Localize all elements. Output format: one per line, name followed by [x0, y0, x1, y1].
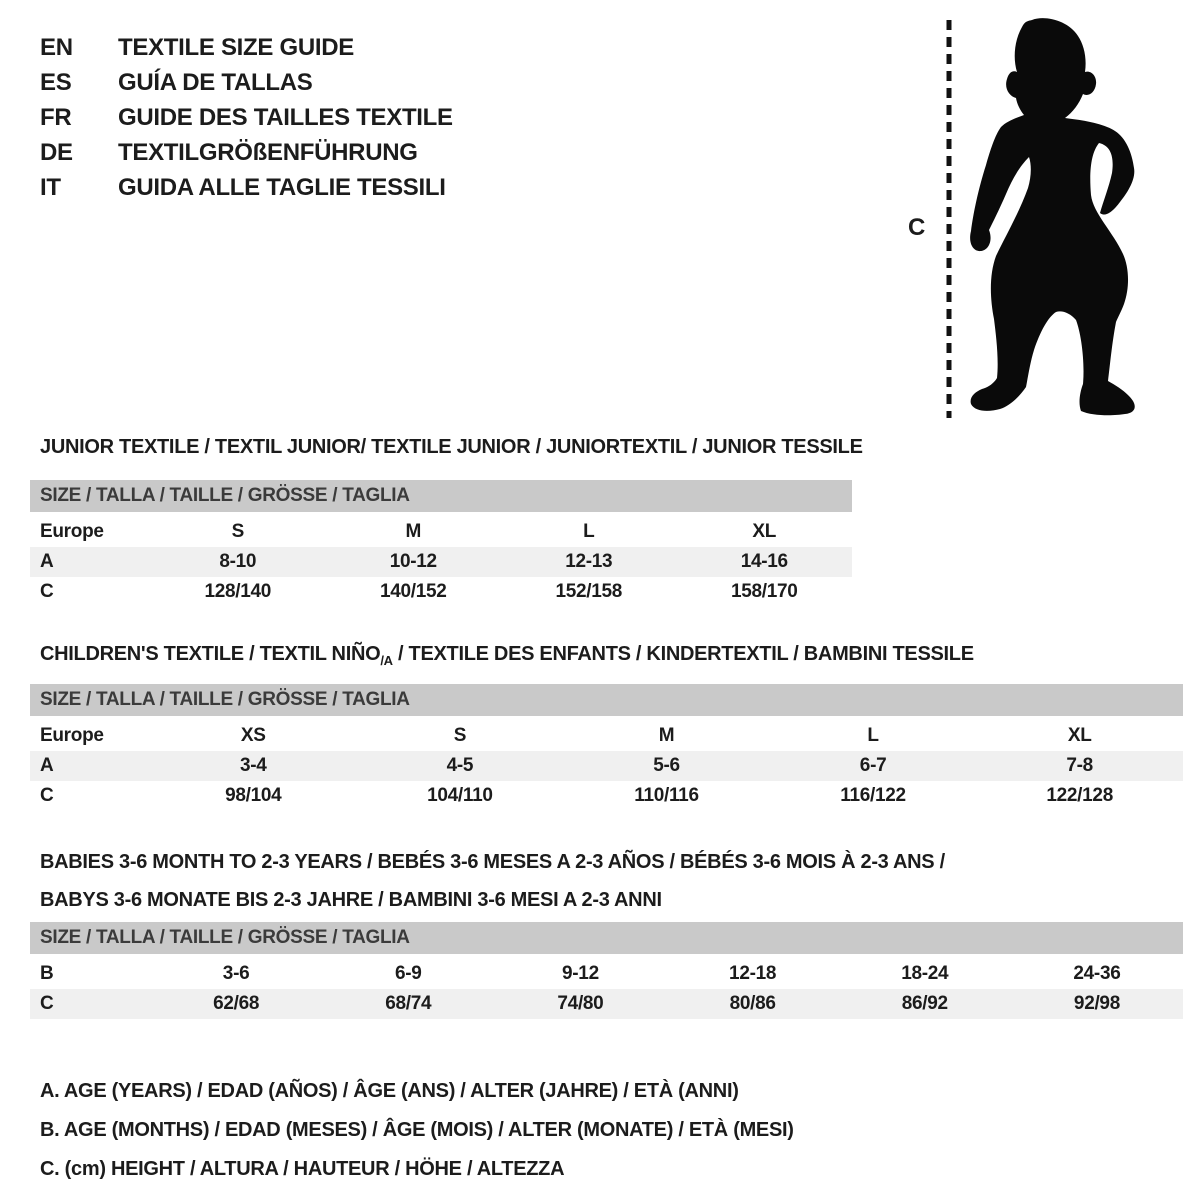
lang-title: TEXTILE SIZE GUIDE [118, 34, 354, 61]
table-row [30, 721, 1183, 751]
height-cell: 62/68 [213, 993, 260, 1014]
size-cell: M [658, 725, 675, 746]
lang-code: FR [40, 104, 72, 131]
junior-size-table [30, 480, 852, 607]
lang-title: GUIDE DES TAILLES TEXTILE [118, 104, 453, 131]
footnote-c: C. (cm) HEIGHT / ALTURA / HAUTEUR / HÖHE / ALTEZZA [40, 1158, 565, 1180]
age-cell: 4-5 [446, 755, 474, 776]
age-cell: 5-6 [653, 755, 680, 776]
row-label: Europe [40, 521, 104, 542]
lang-code: ES [40, 69, 72, 96]
row-label: Europe [40, 725, 104, 746]
size-cell: S [231, 521, 244, 542]
lang-code: IT [40, 174, 61, 201]
table-row [30, 959, 1183, 989]
children-table-header: SIZE / TALLA / TAILLE / GRÖSSE / TAGLIA [30, 684, 1183, 716]
toddler-silhouette [970, 18, 1135, 415]
age-cell: 7-8 [1066, 755, 1093, 776]
height-cell: 98/104 [225, 785, 282, 806]
height-cell: 128/140 [204, 581, 272, 602]
row-label: C [40, 993, 54, 1014]
table-row [30, 547, 852, 577]
height-cell: 122/128 [1046, 785, 1113, 806]
height-cell: 68/74 [385, 993, 432, 1014]
junior-table-header: SIZE / TALLA / TAILLE / GRÖSSE / TAGLIA [30, 480, 852, 512]
lang-row-fr [40, 100, 453, 135]
lang-code: EN [40, 34, 73, 61]
children-title-suffix: / TEXTILE DES ENFANTS / KINDERTEXTIL / BAMBINI TESSILE [392, 643, 974, 665]
age-cell: 6-7 [859, 755, 887, 776]
row-label: A [40, 755, 54, 776]
table-row [30, 577, 852, 607]
babies-section-title [40, 843, 945, 919]
lang-title: GUIDA ALLE TAGLIE TESSILI [118, 174, 446, 201]
size-cell: XL [1067, 725, 1092, 746]
language-title-block [40, 30, 453, 205]
babies-title-line2: BABYS 3-6 MONATE BIS 2-3 JAHRE / BAMBINI 3-6 MESI A 2-3 ANNI [40, 889, 662, 911]
children-title-sub: /A [380, 653, 393, 668]
babies-title-line1: BABIES 3-6 MONTH TO 2-3 YEARS / BEBÉS 3-6 MESES A 2-3 AÑOS / BÉBÉS 3-6 MOIS À 2-3 ANS / [40, 851, 945, 873]
row-label: C [40, 785, 54, 806]
children-section-title [40, 643, 974, 668]
age-cell: 18-24 [901, 963, 949, 984]
footnote-b: B. AGE (MONTHS) / EDAD (MESES) / ÂGE (MOIS) / ALTER (MONATE) / ETÀ (MESI) [40, 1119, 794, 1141]
row-label: A [40, 551, 54, 572]
height-cell: 110/116 [634, 785, 699, 806]
age-cell: 8-10 [219, 551, 257, 572]
babies-table-header: SIZE / TALLA / TAILLE / GRÖSSE / TAGLIA [30, 922, 1183, 954]
lang-row-de [40, 135, 453, 170]
children-title-prefix: CHILDREN'S TEXTILE / TEXTIL NIÑO [40, 643, 381, 665]
age-cell: 9-12 [562, 963, 599, 984]
table-row [30, 781, 1183, 811]
toddler-silhouette-figure [930, 14, 1150, 424]
age-cell: 6-9 [394, 963, 422, 984]
size-cell: L [583, 521, 595, 542]
age-cell: 14-16 [740, 551, 788, 572]
size-cell: S [453, 725, 467, 746]
legend-footnotes [40, 1072, 794, 1189]
lang-title: TEXTILGRÖßENFÜHRUNG [118, 139, 418, 166]
table-row [30, 751, 1183, 781]
age-cell: 10-12 [389, 551, 437, 572]
height-cell: 152/158 [555, 581, 623, 602]
age-cell: 12-18 [729, 963, 777, 984]
lang-title: GUÍA DE TALLAS [118, 69, 313, 96]
age-cell: 3-6 [222, 963, 250, 984]
height-cell: 116/122 [840, 785, 906, 806]
age-cell: 12-13 [565, 551, 613, 572]
height-cell: 140/152 [379, 581, 447, 602]
babies-size-table [30, 922, 1183, 1019]
footnote-a: A. AGE (YEARS) / EDAD (AÑOS) / ÂGE (ANS) / ALTER (JAHRE) / ETÀ (ANNI) [40, 1080, 739, 1102]
height-c-label: C [908, 214, 926, 241]
children-size-table [30, 684, 1183, 811]
age-cell: 24-36 [1073, 963, 1121, 984]
height-cell: 74/80 [557, 993, 604, 1014]
junior-section-title: JUNIOR TEXTILE / TEXTIL JUNIOR/ TEXTILE JUNIOR / JUNIORTEXTIL / JUNIOR TESSILE [40, 436, 863, 458]
height-cell: 86/92 [901, 993, 948, 1014]
lang-row-en [40, 30, 453, 65]
table-row [30, 517, 852, 547]
row-label: C [40, 581, 54, 602]
lang-row-es [40, 65, 453, 100]
lang-code: DE [40, 139, 73, 166]
lang-row-it [40, 170, 453, 205]
row-label: B [40, 963, 54, 984]
height-cell: 80/86 [729, 993, 776, 1014]
height-cell: 104/110 [427, 785, 493, 806]
size-cell: M [405, 521, 422, 542]
height-cell: 92/98 [1073, 993, 1120, 1014]
size-cell: XL [752, 521, 777, 542]
size-cell: XS [240, 725, 266, 746]
age-cell: 3-4 [240, 755, 267, 776]
table-row [30, 989, 1183, 1019]
size-cell: L [867, 725, 879, 746]
height-cell: 158/170 [730, 581, 798, 602]
